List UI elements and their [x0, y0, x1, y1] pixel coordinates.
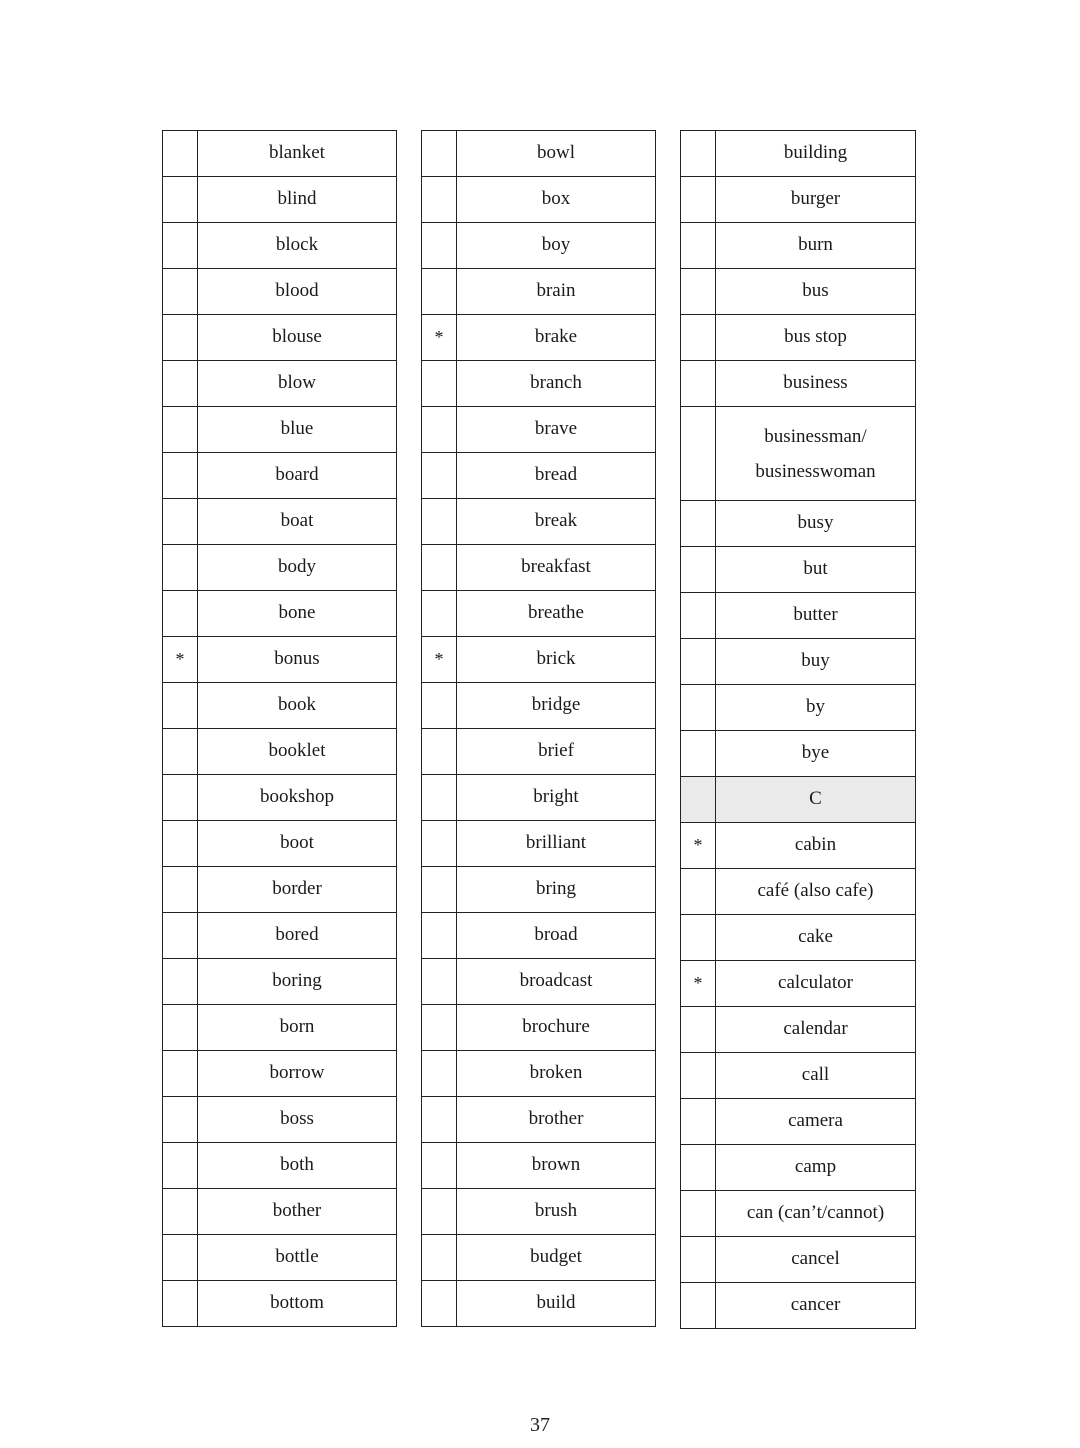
table-row [163, 775, 397, 821]
word-cell: born [198, 1005, 397, 1051]
mark-cell [422, 591, 457, 637]
mark-cell [681, 177, 716, 223]
mark-cell [681, 501, 716, 547]
table-row [163, 729, 397, 775]
mark-cell [163, 1281, 198, 1327]
mark-cell [163, 177, 198, 223]
mark-cell [422, 499, 457, 545]
word-table-body [681, 131, 916, 1329]
mark-cell [422, 223, 457, 269]
word-cell [716, 407, 916, 501]
word-cell: bright [457, 775, 656, 821]
table-row [681, 177, 916, 223]
mark-cell: * [422, 637, 457, 683]
mark-cell [163, 131, 198, 177]
word-cell: brave [457, 407, 656, 453]
word-cell: bother [198, 1189, 397, 1235]
word-cell: breathe [457, 591, 656, 637]
mark-cell [163, 913, 198, 959]
mark-cell [422, 959, 457, 1005]
mark-cell [681, 1191, 716, 1237]
table-row [422, 269, 656, 315]
table-row [681, 731, 916, 777]
table-row [422, 1051, 656, 1097]
word-cell: budget [457, 1235, 656, 1281]
word-cell: calendar [716, 1007, 916, 1053]
table-row [422, 821, 656, 867]
section-header-row [681, 777, 916, 823]
table-row [681, 1237, 916, 1283]
table-row [681, 315, 916, 361]
mark-cell: * [163, 637, 198, 683]
word-cell: broadcast [457, 959, 656, 1005]
mark-cell [163, 591, 198, 637]
table-row [681, 407, 916, 501]
mark-cell [163, 775, 198, 821]
mark-cell [422, 407, 457, 453]
mark-cell [681, 593, 716, 639]
mark-cell [422, 821, 457, 867]
word-cell: block [198, 223, 397, 269]
mark-cell [422, 545, 457, 591]
table-row [681, 823, 916, 869]
mark-cell [163, 499, 198, 545]
table-row [422, 407, 656, 453]
word-table-body [163, 131, 397, 1327]
word-cell: boy [457, 223, 656, 269]
word-cell: camp [716, 1145, 916, 1191]
table-row [422, 637, 656, 683]
mark-cell [422, 729, 457, 775]
mark-cell [681, 131, 716, 177]
word-cell: cancer [716, 1283, 916, 1329]
word-cell: blouse [198, 315, 397, 361]
table-row [422, 223, 656, 269]
mark-cell [163, 867, 198, 913]
mark-cell [163, 315, 198, 361]
mark-cell [422, 177, 457, 223]
word-cell: bookshop [198, 775, 397, 821]
mark-cell: * [681, 961, 716, 1007]
word-cell: brick [457, 637, 656, 683]
word-cell: break [457, 499, 656, 545]
table-row [422, 545, 656, 591]
table-row [422, 683, 656, 729]
mark-cell [163, 361, 198, 407]
mark-cell [422, 1051, 457, 1097]
mark-cell [422, 683, 457, 729]
mark-cell [422, 1189, 457, 1235]
word-cell: brief [457, 729, 656, 775]
table-row [422, 315, 656, 361]
mark-cell [681, 269, 716, 315]
word-table-column-2 [421, 130, 656, 1327]
table-row [163, 821, 397, 867]
mark-cell [422, 1235, 457, 1281]
table-row [422, 959, 656, 1005]
mark-cell [163, 1005, 198, 1051]
word-cell: book [198, 683, 397, 729]
mark-cell [163, 683, 198, 729]
table-row [163, 361, 397, 407]
word-cell: broken [457, 1051, 656, 1097]
mark-cell [422, 1005, 457, 1051]
table-row [163, 407, 397, 453]
table-row [422, 1235, 656, 1281]
mark-cell [681, 777, 716, 823]
word-cell: blue [198, 407, 397, 453]
mark-cell [681, 315, 716, 361]
word-cell: business [716, 361, 916, 407]
word-cell: brilliant [457, 821, 656, 867]
mark-cell [163, 1189, 198, 1235]
mark-cell [422, 1143, 457, 1189]
mark-cell: * [422, 315, 457, 361]
word-cell: cabin [716, 823, 916, 869]
table-row [422, 867, 656, 913]
mark-cell [422, 131, 457, 177]
table-row [163, 1189, 397, 1235]
table-row [163, 453, 397, 499]
mark-cell [163, 1143, 198, 1189]
word-cell: busy [716, 501, 916, 547]
word-cell: branch [457, 361, 656, 407]
table-row [163, 269, 397, 315]
word-line-1: businessman/ [764, 425, 867, 447]
table-row [163, 315, 397, 361]
mark-cell [163, 269, 198, 315]
word-cell: calculator [716, 961, 916, 1007]
table-row [422, 131, 656, 177]
mark-cell [681, 685, 716, 731]
mark-cell [422, 913, 457, 959]
section-letter: C [716, 777, 916, 823]
word-cell: bus stop [716, 315, 916, 361]
table-row [422, 1005, 656, 1051]
word-cell: brain [457, 269, 656, 315]
table-row [163, 545, 397, 591]
word-cell: blood [198, 269, 397, 315]
table-row [681, 915, 916, 961]
word-cell: blind [198, 177, 397, 223]
table-row [422, 1143, 656, 1189]
mark-cell [163, 1235, 198, 1281]
table-row [681, 593, 916, 639]
word-cell: burn [716, 223, 916, 269]
table-row [422, 499, 656, 545]
word-cell: café (also cafe) [716, 869, 916, 915]
mark-cell [681, 869, 716, 915]
table-row [163, 591, 397, 637]
mark-cell [422, 269, 457, 315]
mark-cell [422, 361, 457, 407]
mark-cell [163, 729, 198, 775]
mark-cell [681, 915, 716, 961]
word-cell: border [198, 867, 397, 913]
table-row [681, 361, 916, 407]
mark-cell [422, 775, 457, 821]
word-cell: camera [716, 1099, 916, 1145]
mark-cell [422, 1281, 457, 1327]
word-cell: borrow [198, 1051, 397, 1097]
table-row [422, 1097, 656, 1143]
table-row [681, 1007, 916, 1053]
table-row [681, 1099, 916, 1145]
word-cell: burger [716, 177, 916, 223]
mark-cell [422, 867, 457, 913]
word-cell: blow [198, 361, 397, 407]
word-cell: brush [457, 1189, 656, 1235]
table-row [681, 1145, 916, 1191]
word-cell: by [716, 685, 916, 731]
mark-cell [163, 223, 198, 269]
table-row [163, 1281, 397, 1327]
table-row [681, 961, 916, 1007]
mark-cell: * [681, 823, 716, 869]
mark-cell [681, 1099, 716, 1145]
table-row [681, 1053, 916, 1099]
mark-cell [163, 1097, 198, 1143]
mark-cell [163, 407, 198, 453]
word-cell: boat [198, 499, 397, 545]
table-row [422, 913, 656, 959]
table-row [681, 869, 916, 915]
mark-cell [163, 1051, 198, 1097]
word-cell: booklet [198, 729, 397, 775]
table-row [163, 683, 397, 729]
table-row [163, 1235, 397, 1281]
table-row [422, 177, 656, 223]
mark-cell [681, 1237, 716, 1283]
table-row [681, 131, 916, 177]
table-row [681, 685, 916, 731]
word-table-body [422, 131, 656, 1327]
table-row [163, 637, 397, 683]
table-row [422, 775, 656, 821]
table-row [422, 591, 656, 637]
table-row [681, 269, 916, 315]
word-cell: both [198, 1143, 397, 1189]
mark-cell [681, 223, 716, 269]
word-cell: bridge [457, 683, 656, 729]
word-cell: butter [716, 593, 916, 639]
table-row [163, 131, 397, 177]
page-number: 37 [530, 1414, 550, 1436]
word-line-2: businesswoman [755, 460, 876, 482]
table-row [163, 499, 397, 545]
word-cell: board [198, 453, 397, 499]
word-cell: bored [198, 913, 397, 959]
word-cell: can (can’t/cannot) [716, 1191, 916, 1237]
word-cell: boss [198, 1097, 397, 1143]
word-cell: blanket [198, 131, 397, 177]
mark-cell [163, 821, 198, 867]
mark-cell [163, 545, 198, 591]
word-cell: bus [716, 269, 916, 315]
word-cell: boring [198, 959, 397, 1005]
word-cell: boot [198, 821, 397, 867]
mark-cell [681, 361, 716, 407]
mark-cell [681, 1283, 716, 1329]
table-row [163, 1005, 397, 1051]
word-cell: bottom [198, 1281, 397, 1327]
table-row [163, 223, 397, 269]
word-cell: brake [457, 315, 656, 361]
table-row [681, 223, 916, 269]
table-row [163, 1097, 397, 1143]
table-row [163, 959, 397, 1005]
word-cell: call [716, 1053, 916, 1099]
word-cell: bonus [198, 637, 397, 683]
word-cell: bye [716, 731, 916, 777]
word-cell: bread [457, 453, 656, 499]
table-row [681, 1191, 916, 1237]
table-row [681, 1283, 916, 1329]
table-row [163, 867, 397, 913]
word-cell: brown [457, 1143, 656, 1189]
word-cell: bowl [457, 131, 656, 177]
table-row [681, 501, 916, 547]
word-cell: breakfast [457, 545, 656, 591]
word-cell: broad [457, 913, 656, 959]
mark-cell [422, 453, 457, 499]
table-row [681, 639, 916, 685]
table-row [422, 361, 656, 407]
word-cell: build [457, 1281, 656, 1327]
table-row [422, 729, 656, 775]
word-cell: cake [716, 915, 916, 961]
table-row [163, 1051, 397, 1097]
mark-cell [681, 1007, 716, 1053]
mark-cell [681, 547, 716, 593]
word-cell: body [198, 545, 397, 591]
word-cell: bone [198, 591, 397, 637]
word-table-column-3 [680, 130, 916, 1329]
mark-cell [163, 453, 198, 499]
mark-cell [681, 639, 716, 685]
mark-cell [681, 731, 716, 777]
word-cell: cancel [716, 1237, 916, 1283]
word-cell: box [457, 177, 656, 223]
mark-cell [422, 1097, 457, 1143]
word-cell: bring [457, 867, 656, 913]
mark-cell [163, 959, 198, 1005]
table-row [163, 1143, 397, 1189]
word-cell: brother [457, 1097, 656, 1143]
table-row [163, 177, 397, 223]
table-row [422, 453, 656, 499]
mark-cell [681, 1053, 716, 1099]
mark-cell [681, 1145, 716, 1191]
word-cell: buy [716, 639, 916, 685]
word-table-column-1 [162, 130, 397, 1327]
word-cell: brochure [457, 1005, 656, 1051]
word-cell: bottle [198, 1235, 397, 1281]
word-cell: building [716, 131, 916, 177]
word-cell: but [716, 547, 916, 593]
mark-cell [681, 407, 716, 501]
table-row [422, 1189, 656, 1235]
table-row [422, 1281, 656, 1327]
table-row [163, 913, 397, 959]
table-row [681, 547, 916, 593]
